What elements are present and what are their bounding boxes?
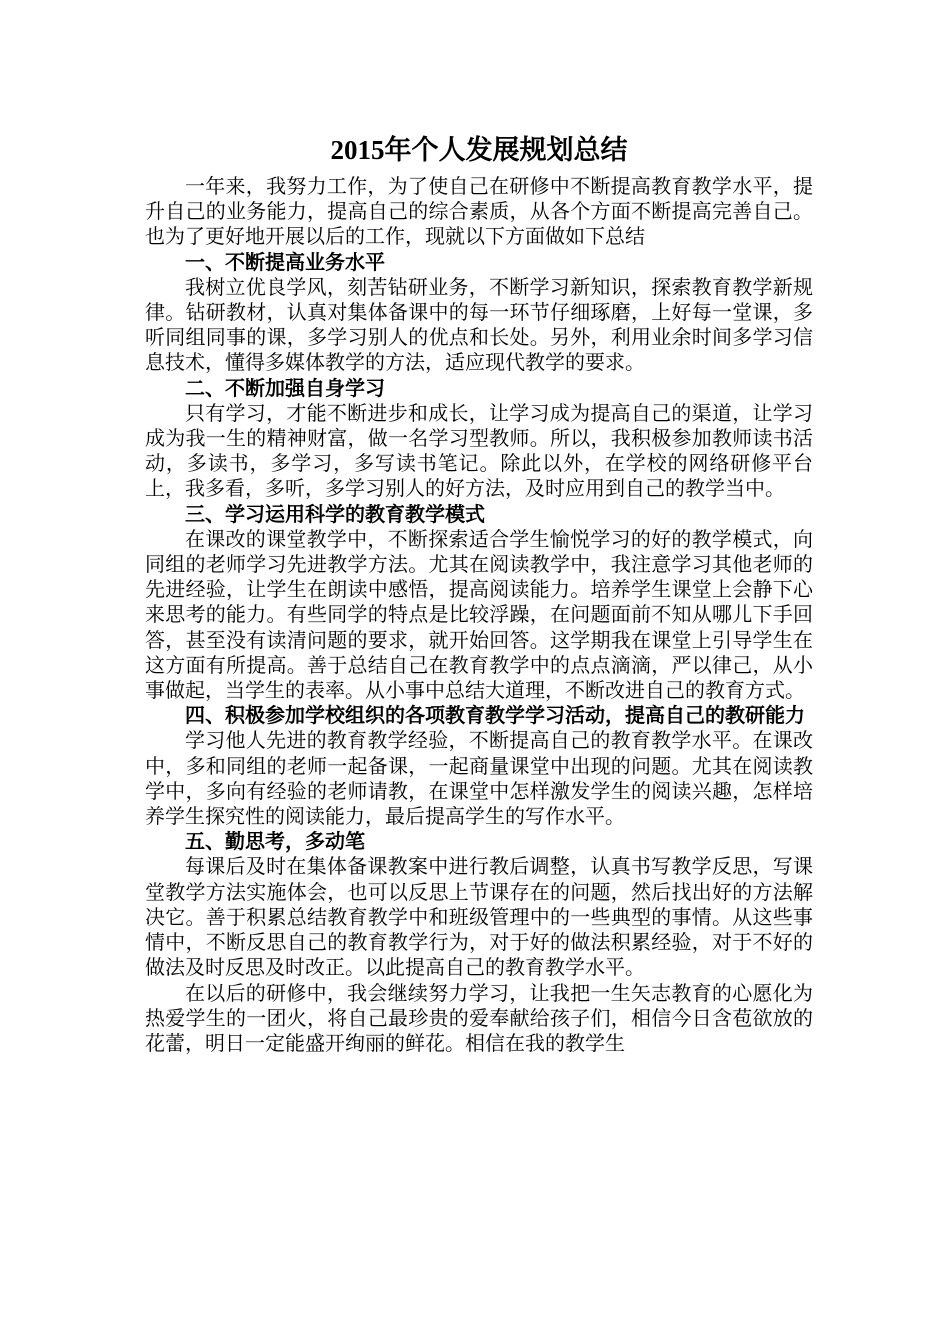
- section-heading: 一、不断提高业务水平: [185, 249, 385, 274]
- section-heading: 四、积极参加学校组织的各项教育教学学习活动，提高自己的教研能力: [185, 703, 805, 728]
- section-heading: 五、勤思考，多动笔: [185, 829, 365, 854]
- section-1: [145, 250, 813, 376]
- section-body: 在课改的课堂教学中，不断探索适合学生愉悦学习的好的教学模式，向同组的老师学习先进教学方法。尤其在阅读教学中，我注意学习其他老师的先进经验，让学生在朗读中感悟，提高阅读能力。培养学生课堂上会静下心来思考的能力。有些同学的特点是比较浮躁，在问题面前不知从哪儿下手回答，甚至没有读清问题的要求，就开始回答。这学期我在课堂上引导学生在这方面有所提高。善于总结自己在教育教学中的点点滴滴，严以律己，从小事做起，当学生的表率。从小事中总结大道理，不断改进自己的教育方式。: [145, 526, 813, 703]
- document-page: [145, 130, 813, 1056]
- closing-paragraph: 在以后的研修中，我会继续努力学习，让我把一生矢志教育的心愿化为热爱学生的一团火，将自己最珍贵的爱奉献给孩子们，相信今日含苞欲放的花蕾，明日一定能盛开绚丽的鲜花。相信在我的教学生: [145, 980, 813, 1055]
- section-5: [145, 829, 813, 980]
- section-2: [145, 376, 813, 502]
- section-3: [145, 502, 813, 704]
- section-heading: 三、学习运用科学的教育教学模式: [185, 501, 485, 526]
- section-body: 每课后及时在集体备课教案中进行教后调整，认真书写教学反思，写课堂教学方法实施体会，也可以反思上节课存在的问题，然后找出好的方法解决它。善于积累总结教育教学中和班级管理中的一些典型的事情。从这些事情中，不断反思自己的教育教学行为，对于好的做法积累经验，对于不好的做法及时反思及时改正。以此提高自己的教育教学水平。: [145, 854, 813, 980]
- section-heading: 二、不断加强自身学习: [185, 375, 385, 400]
- document-title: 2015年个人发展规划总结: [330, 135, 628, 165]
- section-4: [145, 703, 813, 829]
- section-body: 只有学习，才能不断进步和成长，让学习成为提高自己的渠道，让学习成为我一生的精神财富，做一名学习型教师。所以，我积极参加教师读书活动，多读书，多学习，多写读书笔记。除此以外，在学校的网络研修平台上，我多看，多听，多学习别人的好方法，及时应用到自己的教学当中。: [145, 400, 813, 501]
- intro-paragraph: 一年来，我努力工作，为了使自己在研修中不断提高教育教学水平，提升自己的业务能力，提高自己的综合素质，从各个方面不断提高完善自己。也为了更好地开展以后的工作，现就以下方面做如下总结: [145, 174, 813, 249]
- section-body: 我树立优良学风，刻苦钻研业务，不断学习新知识，探索教育教学新规律。钻研教材，认真对集体备课中的每一环节仔细琢磨，上好每一堂课，多听同组同事的课，多学习别人的优点和长处。另外，利用业余时间多学习信息技术，懂得多媒体教学的方法，适应现代教学的要求。: [145, 274, 813, 375]
- section-body: 学习他人先进的教育教学经验，不断提高自己的教育教学水平。在课改中，多和同组的老师一起备课，一起商量课堂中出现的问题。尤其在阅读教学中，多向有经验的老师请教，在课堂中怎样激发学生的阅读兴趣，怎样培养学生探究性的阅读能力，最后提高学生的写作水平。: [145, 728, 813, 829]
